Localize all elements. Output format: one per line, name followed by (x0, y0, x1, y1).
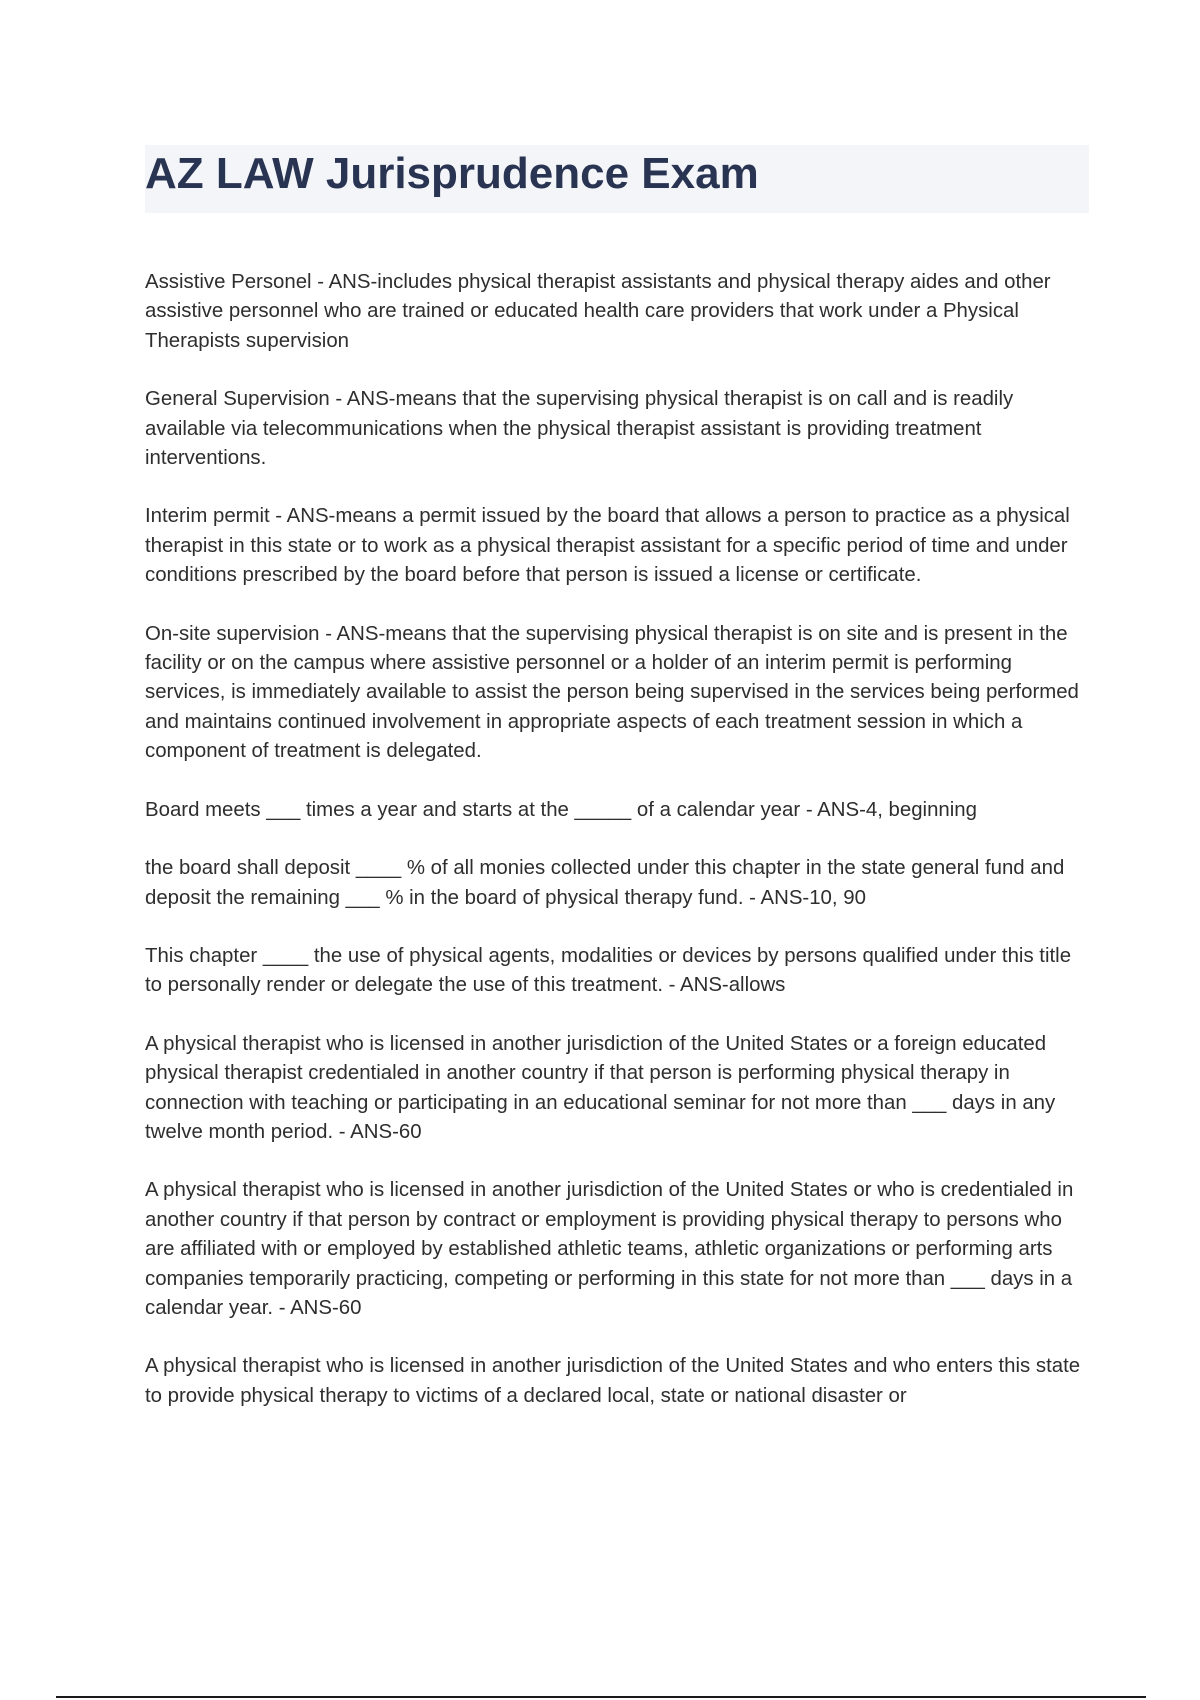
entry-chapter-allows: This chapter ____ the use of physical agents, modalities or devices by persons qualified under this title to personally render or delegate the use of this treatment. - ANS-allows (145, 944, 1072, 997)
entry-disaster-victims: A physical therapist who is licensed in another jurisdiction of the United States and who enters this state to provide physical therapy to victims of a declared local, state or national disaster or (145, 1355, 1081, 1407)
entry-board-deposit: the board shall deposit ____ % of all monies collected under this chapter in the state general fund and deposit the remaining ___ % in the board of physical therapy fund. - ANS-10, 90 (145, 857, 1065, 909)
page-title: AZ LAW Jurisprudence Exam (145, 149, 759, 198)
entry-board-meets: Board meets ___ times a year and starts at the _____ of a calendar year - ANS-4, beginning (145, 798, 977, 821)
entry-onsite-supervision: On-site supervision - ANS-means that the supervising physical therapist is on site and is present in the facility or on the campus where assistive personnel or a holder of an interim permit is performing services, is immediately available to assist the person being supervised in the services being performed and maintains continued involvement in appropriate aspects of each treatment session in which a component of treatment is delegated. (145, 622, 1079, 763)
page-bottom-rule (56, 1696, 1146, 1698)
document-body (145, 268, 1090, 1440)
entry-general-supervision: General Supervision - ANS-means that the supervising physical therapist is on call and is readily available via telecommunications when the physical therapist assistant is providing treatment interventions. (145, 388, 1014, 470)
entry-teaching-seminar: A physical therapist who is licensed in another jurisdiction of the United States or a foreign educated physical therapist credentialed in another country if that person is performing physical therapy in connection with teaching or participating in an educational seminar for not more than ___ days in any twelve month period. - ANS-60 (145, 1032, 1056, 1143)
entry-interim-permit: Interim permit - ANS-means a permit issued by the board that allows a person to practice as a physical therapist in this state or to work as a physical therapist assistant for a specific period of time and under conditions prescribed by the board before that person is issued a license or certificate. (145, 505, 1070, 587)
entry-athletic-teams: A physical therapist who is licensed in another jurisdiction of the United States or who is credentialed in another country if that person by contract or employment is providing physical therapy to persons who are affiliated with or employed by established athletic teams, athletic organizations or performing arts companies temporarily practicing, competing or performing in this state for not more than ___ days in a calendar year. - ANS-60 (145, 1179, 1074, 1319)
entry-assistive-personnel: Assistive Personel - ANS-includes physical therapist assistants and physical therapy aides and other assistive personnel who are trained or educated health care providers that work under a Physical Therapists supervision (145, 271, 1051, 352)
